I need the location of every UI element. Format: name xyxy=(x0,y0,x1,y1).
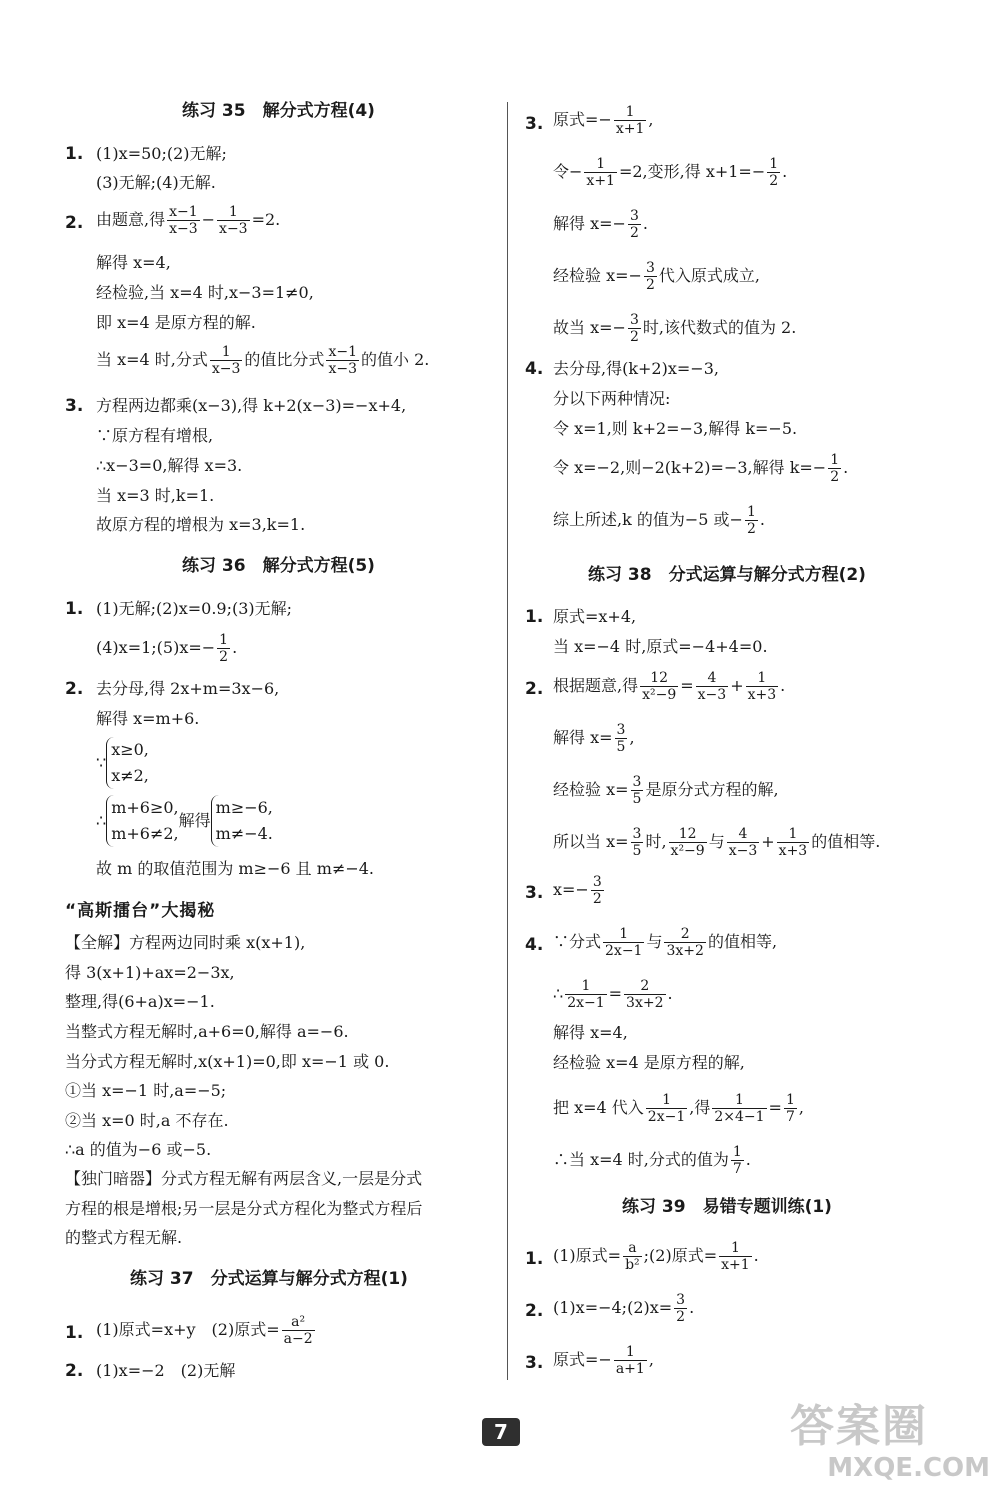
item-number: 1. xyxy=(525,607,544,627)
text-line: 经检验 x=− $\frac{3}{2}$ 代入原式成立, xyxy=(553,260,760,293)
text-line: 故当 x=− $\frac{3}{2}$ 时,该代数式的值为 2. xyxy=(553,312,797,345)
text-line: 去分母,得 2x+m=3x−6, xyxy=(96,679,280,698)
text-line: 根据题意,得 $\frac{12}{\text{x²−9}}$ = $\frac{4}{x-3}$ + $\frac{1}{x+3}$ . xyxy=(553,670,786,703)
text-line: ∵原方程有增根, xyxy=(96,426,214,445)
item-number: 2. xyxy=(65,679,84,699)
text-line: (1)原式=x+y (2)原式= $\frac{\text{a²}}{a-2}$ xyxy=(96,1314,313,1347)
text-line: 原式=− $\frac{1}{a+1}$ , xyxy=(553,1344,654,1377)
item-number: 3. xyxy=(525,114,544,134)
text-line: 把 x=4 代入 $\frac{1}{2x-1}$ ,得 $\frac{1}{2\times 4-1}$ = $\frac{1}{7}$ , xyxy=(553,1092,804,1125)
text-line: ①当 x=−1 时,a=−5; xyxy=(65,1081,227,1100)
text-line: 整理,得(6+a)x=−1. xyxy=(65,992,215,1011)
text-line: 故原方程的增根为 x=3,k=1. xyxy=(96,515,306,534)
text-line: ∴x−3=0,解得 x=3. xyxy=(96,456,243,475)
text-line: 【独门暗器】分式方程无解有两层含义,一层是分式 xyxy=(65,1169,423,1188)
text-line: ②当 x=0 时,a 不存在. xyxy=(65,1111,229,1130)
text-line: 方程两边都乘(x−3),得 k+2(x−3)=−x+4, xyxy=(96,396,407,415)
text-line: (1)原式= $\frac{a}{\text{b²}}$ ;(2)原式= $\frac{1}{x+1}$ . xyxy=(553,1240,759,1273)
text-line: 解得 x=4, xyxy=(96,253,171,272)
text-line: ∴ $\frac{1}{2x-1}$ = $\frac{2}{3x+2}$ . xyxy=(553,978,673,1011)
item-number: 1. xyxy=(65,144,84,164)
text-line: 由题意,得 $\frac{x-1}{x-3}$ − $\frac{1}{x-3}$ =2. xyxy=(96,204,281,237)
item-number: 3. xyxy=(525,1353,544,1373)
text-line: (3)无解;(4)无解. xyxy=(96,173,216,192)
text-line: 故 m 的取值范围为 m≥−6 且 m≠−4. xyxy=(96,859,375,878)
text-line: 分以下两种情况: xyxy=(553,389,671,408)
section-title-35: 练习 35 解分式方程(4) xyxy=(182,101,375,121)
section-title-38: 练习 38 分式运算与解分式方程(2) xyxy=(588,565,866,585)
watermark-logo: 答案圈 MXQE.COM xyxy=(790,1401,990,1483)
text-line: 当 x=4 时,分式 $\frac{1}{x-3}$ 的值比分式 $\frac{x-1}{x-3}$ 的值小 2. xyxy=(96,344,430,377)
text-line: 当整式方程无解时,a+6=0,解得 a=−6. xyxy=(65,1022,349,1041)
text-line: 方程的根是增根;另一层是分式方程化为整式方程后 xyxy=(65,1199,423,1218)
text-line: (1)x=50;(2)无解; xyxy=(96,144,227,163)
system-block: ∵x≥0, x≠2, xyxy=(96,737,149,789)
item-number: 1. xyxy=(65,1323,84,1343)
text-line: 令 x=−2,则−2(k+2)=−3,解得 k=− $\frac{1}{2}$ . xyxy=(553,452,849,485)
gauss-title: “高斯擂台”大揭秘 xyxy=(65,901,216,921)
text-line: 经检验 x= $\frac{3}{5}$ 是原分式方程的解, xyxy=(553,774,779,807)
text-line: ∵分式 $\frac{1}{2x-1}$ 与 $\frac{2}{3x+2}$ 的值相等, xyxy=(553,926,778,959)
item-number: 2. xyxy=(525,1301,544,1321)
text-line: 经检验 x=4 是原方程的解, xyxy=(553,1053,745,1072)
item-number: 2. xyxy=(65,1361,84,1381)
section-title-36: 练习 36 解分式方程(5) xyxy=(182,556,375,576)
item-number: 1. xyxy=(65,599,84,619)
text-line: 当 x=3 时,k=1. xyxy=(96,486,215,505)
text-line: 即 x=4 是原方程的解. xyxy=(96,313,256,332)
text-line: (4)x=1;(5)x=− $\frac{1}{2}$ . xyxy=(96,632,238,665)
item-number: 1. xyxy=(525,1249,544,1269)
column-divider xyxy=(507,102,508,1380)
text-line: x=− $\frac{3}{2}$ xyxy=(553,874,602,907)
text-line: 当分式方程无解时,x(x+1)=0,即 x=−1 或 0. xyxy=(65,1052,390,1071)
text-line: 原式=− $\frac{1}{x+1}$ , xyxy=(553,104,654,137)
text-line: 得 3(x+1)+ax=2−3x, xyxy=(65,963,235,982)
text-line: ∴a 的值为−6 或−5. xyxy=(65,1140,212,1159)
text-line: 综上所述,k 的值为−5 或− $\frac{1}{2}$ . xyxy=(553,504,765,537)
item-number: 3. xyxy=(65,396,84,416)
system-block: ∴m+6≥0, m+6≠2,解得m≥−6, m≠−4. xyxy=(96,795,273,847)
section-title-37: 练习 37 分式运算与解分式方程(1) xyxy=(130,1269,408,1289)
text-line: ∴当 x=4 时,分式的值为 $\frac{1}{7}$ . xyxy=(553,1144,751,1177)
text-line: 去分母,得(k+2)x=−3, xyxy=(553,359,719,378)
item-number: 2. xyxy=(525,679,544,699)
text-line: 原式=x+4, xyxy=(553,607,637,626)
text-line: 令 x=1,则 k+2=−3,解得 k=−5. xyxy=(553,419,798,438)
text-line: (1)x=−2 (2)无解 xyxy=(96,1361,236,1380)
text-line: 当 x=−4 时,原式=−4+4=0. xyxy=(553,637,768,656)
text-line: 的整式方程无解. xyxy=(65,1228,183,1247)
text-line: 令− $\frac{1}{x+1}$ =2,变形,得 x+1=− $\frac{1}{2}$ . xyxy=(553,156,788,189)
section-title-39: 练习 39 易错专题训练(1) xyxy=(622,1197,832,1217)
text-line: 【全解】方程两边同时乘 x(x+1), xyxy=(65,933,306,952)
text-line: 解得 x= $\frac{3}{5}$ , xyxy=(553,722,635,755)
text-line: 所以当 x= $\frac{3}{5}$ 时, $\frac{12}{\text{x²−9}}$ 与 $\frac{4}{x-3}$ + $\frac{1}{x+3}$ 的值相等. xyxy=(553,826,881,859)
text-line: 解得 x=4, xyxy=(553,1023,628,1042)
page-number: 7 xyxy=(482,1418,520,1446)
text-line: (1)x=−4;(2)x= $\frac{3}{2}$ . xyxy=(553,1292,695,1325)
text-line: 解得 x=m+6. xyxy=(96,709,200,728)
item-number: 2. xyxy=(65,213,84,233)
item-number: 4. xyxy=(525,359,544,379)
text-line: 解得 x=− $\frac{3}{2}$ . xyxy=(553,208,648,241)
text-line: 经检验,当 x=4 时,x−3=1≠0, xyxy=(96,283,314,302)
text-line: (1)无解;(2)x=0.9;(3)无解; xyxy=(96,599,293,618)
item-number: 4. xyxy=(525,935,544,955)
item-number: 3. xyxy=(525,883,544,903)
